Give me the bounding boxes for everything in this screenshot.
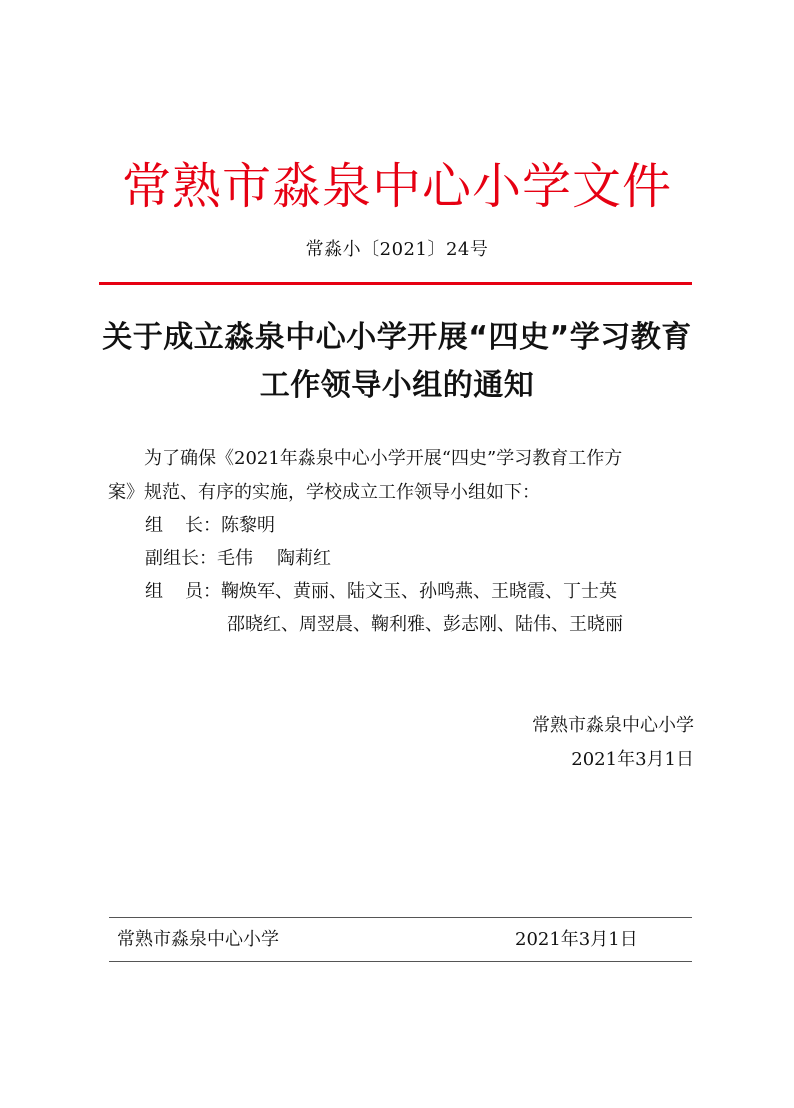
deputy-label: 副组长： <box>145 548 217 569</box>
notice-title-line-1: 关于成立淼泉中心小学开展“四史”学习教育 <box>102 320 692 355</box>
members-label-first: 组 <box>145 581 163 602</box>
deputy-row <box>145 546 331 572</box>
document-number: 常淼小〔2021〕24号 <box>305 239 489 260</box>
leader-name: 陈黎明 <box>221 515 275 536</box>
footer-organization: 常熟市淼泉中心小学 <box>117 929 279 950</box>
leader-label-second: 长： <box>185 515 221 536</box>
red-divider-rule <box>99 282 692 285</box>
footer-top-rule <box>109 917 692 918</box>
deputy-name-1: 毛伟 <box>217 548 253 569</box>
signature-organization: 常熟市淼泉中心小学 <box>532 715 694 736</box>
notice-title-line-2: 工作领导小组的通知 <box>259 368 535 403</box>
body-paragraph-line-2: 案》规范、有序的实施，学校成立工作领导小组如下： <box>108 482 540 503</box>
members-list-line-2: 邵晓红、周翌晨、鞠利雅、彭志刚、陆伟、王晓丽 <box>227 614 623 635</box>
leader-row <box>145 513 275 539</box>
document-header-title: 常熟市淼泉中心小学文件 <box>121 158 672 215</box>
members-label-second: 员： <box>185 581 221 602</box>
body-paragraph-line-1: 为了确保《2021年淼泉中心小学开展“四史”学习教育工作方 <box>144 448 623 469</box>
footer-date: 2021年3月1日 <box>515 929 638 950</box>
members-row <box>145 579 617 605</box>
signature-date: 2021年3月1日 <box>571 749 694 770</box>
members-list-line-1: 鞠焕军、黄丽、陆文玉、孙鸣燕、王晓霞、丁士英 <box>221 581 617 602</box>
deputy-name-2: 陶莉红 <box>277 548 331 569</box>
footer-bottom-rule <box>109 961 692 962</box>
leader-label-first: 组 <box>145 515 163 536</box>
